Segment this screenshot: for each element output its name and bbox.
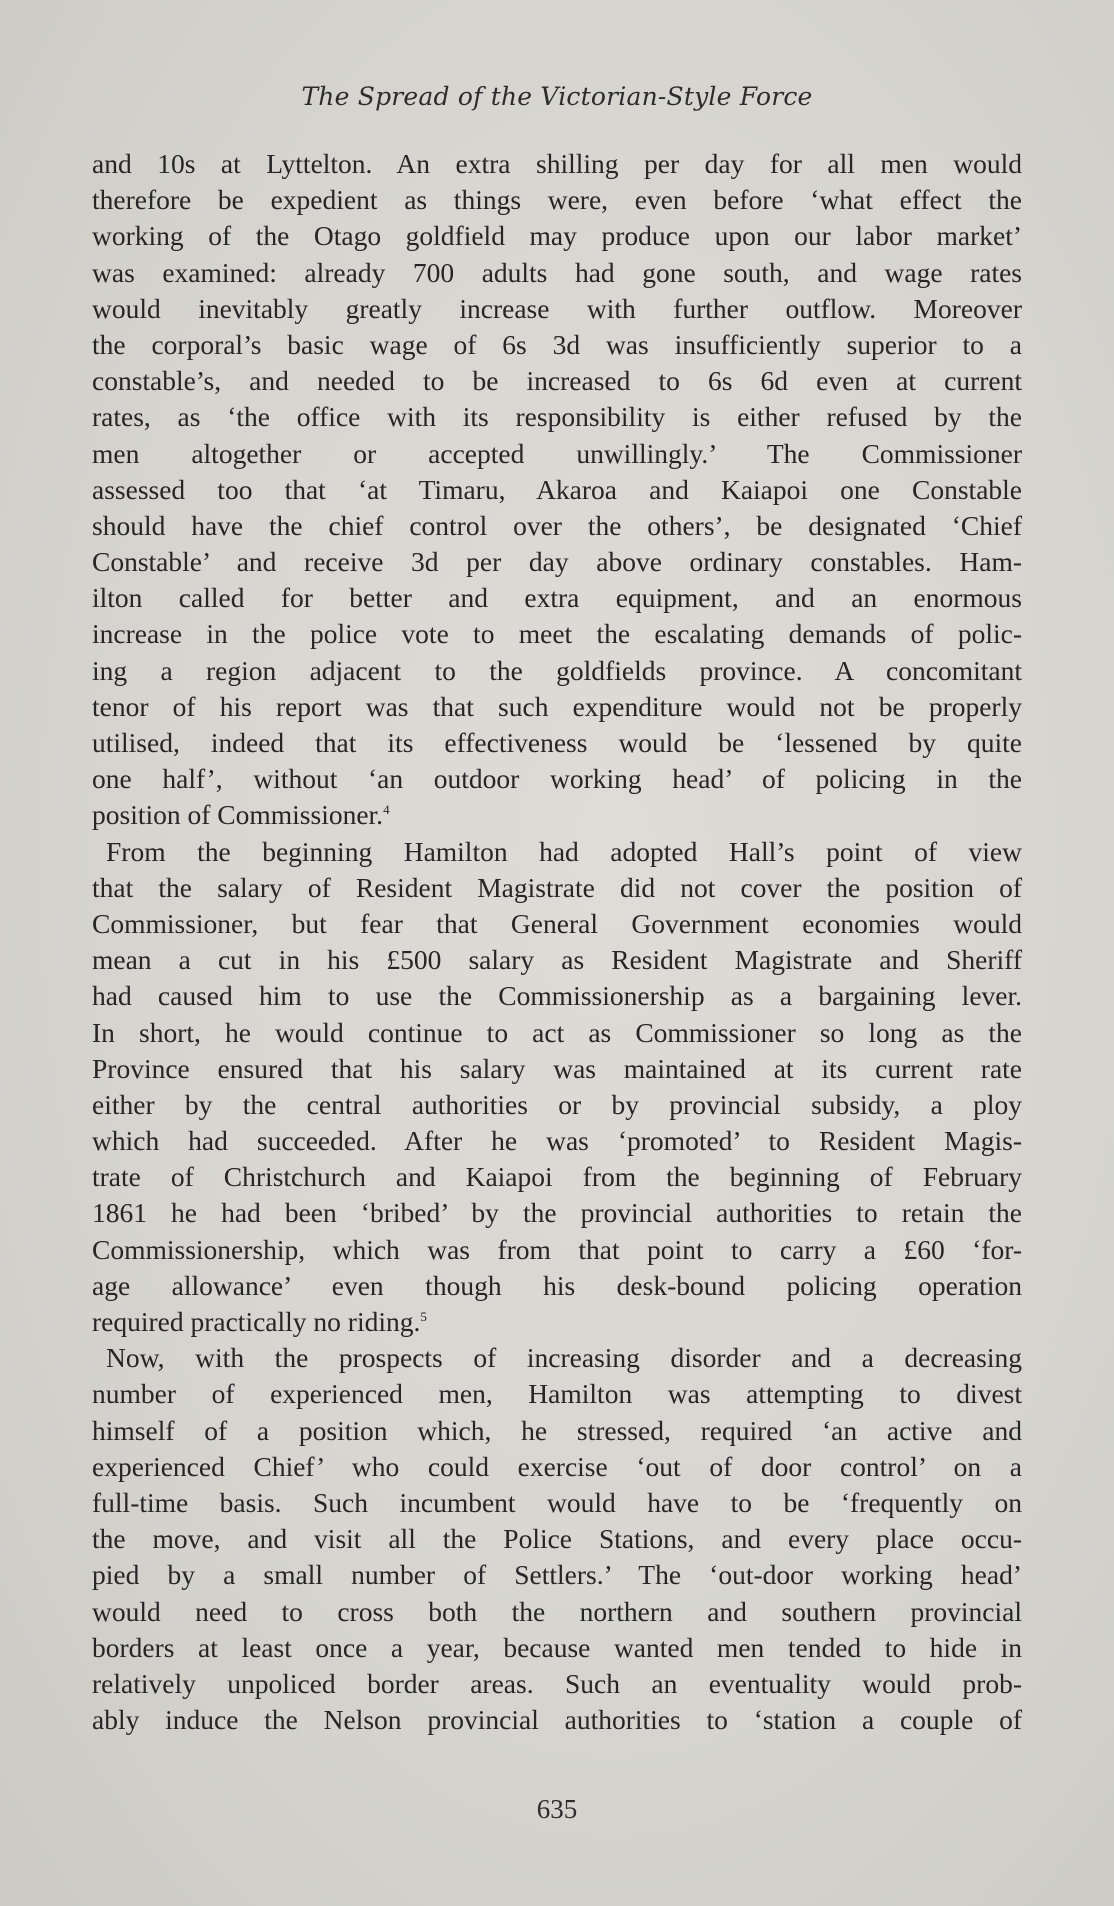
text-line: was examined: already 700 adults had gone south, and wage rates	[92, 256, 1022, 288]
text-line: therefore be expedient as things were, even before ‘what effect the	[92, 184, 1022, 216]
text-line: working of the Otago goldfield may produce upon our labor market’	[92, 220, 1022, 252]
text-line: that the salary of Resident Magistrate did not cover the position of	[92, 871, 1022, 903]
text-line: should have the chief control over the others’, be designated ‘Chief	[92, 509, 1022, 541]
text-line: experienced Chief’ who could exercise ‘out of door control’ on a	[92, 1450, 1022, 1482]
text-line: mean a cut in his £500 salary as Resident Magistrate and Sheriff	[92, 944, 1022, 976]
text-line: and 10s at Lyttelton. An extra shilling per day for all men would	[92, 148, 1022, 179]
text-line: age allowance’ even though his desk-bound policing operation	[92, 1269, 1022, 1301]
text-line: position of Commissioner.$^4$	[92, 799, 390, 831]
text-line: assessed too that ‘at Timaru, Akaroa and Kaiapoi one Constable	[92, 473, 1022, 505]
text-line: ably induce the Nelson provincial authorities to ‘station a couple of	[92, 1704, 1022, 1736]
text-line: one half’, without ‘an outdoor working head’ of policing in the	[92, 763, 1022, 795]
footnote-marker: 4	[383, 802, 390, 818]
running-head: The Spread of the Victorian-Style Force	[301, 82, 813, 111]
footnote-marker: 5	[420, 1308, 427, 1324]
text-line: rates, as ‘the office with its responsibility is either refused by the	[92, 401, 1022, 433]
text-line: would need to cross both the northern and southern provincial	[92, 1595, 1022, 1627]
text-line: full-time basis. Such incumbent would have to be ‘frequently on	[92, 1486, 1022, 1518]
text-line: number of experienced men, Hamilton was attempting to divest	[92, 1378, 1022, 1410]
paragraph	[92, 1340, 1022, 1738]
text-line: ing a region adjacent to the goldfields province. A concomitant	[92, 654, 1022, 686]
text-line: men altogether or accepted unwillingly.’ The Commissioner	[92, 437, 1022, 469]
text-line: Commissioner, but fear that General Government economies would	[92, 907, 1022, 939]
text-line: required practically no riding.$^5$	[92, 1306, 427, 1337]
text-line: constable’s, and needed to be increased to 6s 6d even at current	[92, 365, 1022, 397]
body-text	[92, 146, 1022, 1738]
text-line: relatively unpoliced border areas. Such an eventuality would prob-	[92, 1667, 1022, 1699]
paragraph	[92, 834, 1022, 1341]
text-line: Province ensured that his salary was maintained at its current rate	[92, 1052, 1022, 1084]
text-line: tenor of his report was that such expenditure would not be properly	[92, 690, 1022, 722]
text-line: the corporal’s basic wage of 6s 3d was insufficiently superior to a	[92, 328, 1022, 360]
text-line: In short, he would continue to act as Commissioner so long as the	[92, 1016, 1022, 1048]
text-line: himself of a position which, he stressed, required ‘an active and	[92, 1414, 1022, 1446]
text-line: had caused him to use the Commissionership as a bargaining lever.	[92, 980, 1022, 1012]
text-line: Now, with the prospects of increasing disorder and a decreasing	[106, 1342, 1022, 1374]
text-line: 1861 he had been ‘bribed’ by the provincial authorities to retain the	[92, 1197, 1022, 1229]
text-line: From the beginning Hamilton had adopted Hall’s point of view	[106, 835, 1022, 867]
text-line: increase in the police vote to meet the escalating demands of polic-	[92, 618, 1022, 650]
text-line: either by the central authorities or by provincial subsidy, a ploy	[92, 1088, 1022, 1120]
text-line: would inevitably greatly increase with further outflow. Moreover	[92, 292, 1022, 324]
text-line: Commissionership, which was from that point to carry a £60 ‘for-	[92, 1233, 1022, 1265]
text-line: trate of Christchurch and Kaiapoi from the beginning of February	[92, 1161, 1022, 1193]
paragraph	[92, 146, 1022, 834]
text-line: pied by a small number of Settlers.’ The ‘out-door working head’	[92, 1559, 1022, 1591]
text-line: borders at least once a year, because wanted men tended to hide in	[92, 1631, 1022, 1663]
text-line: utilised, indeed that its effectiveness would be ‘lessened by quite	[92, 727, 1022, 758]
text-line: Constable’ and receive 3d per day above ordinary constables. Ham-	[92, 546, 1022, 578]
text-line: ilton called for better and extra equipment, and an enormous	[92, 582, 1022, 614]
page-number: 635	[536, 1794, 578, 1824]
text-line: the move, and visit all the Police Stations, and every place occu-	[92, 1523, 1022, 1555]
text-line: which had succeeded. After he was ‘promoted’ to Resident Magis-	[92, 1125, 1022, 1157]
